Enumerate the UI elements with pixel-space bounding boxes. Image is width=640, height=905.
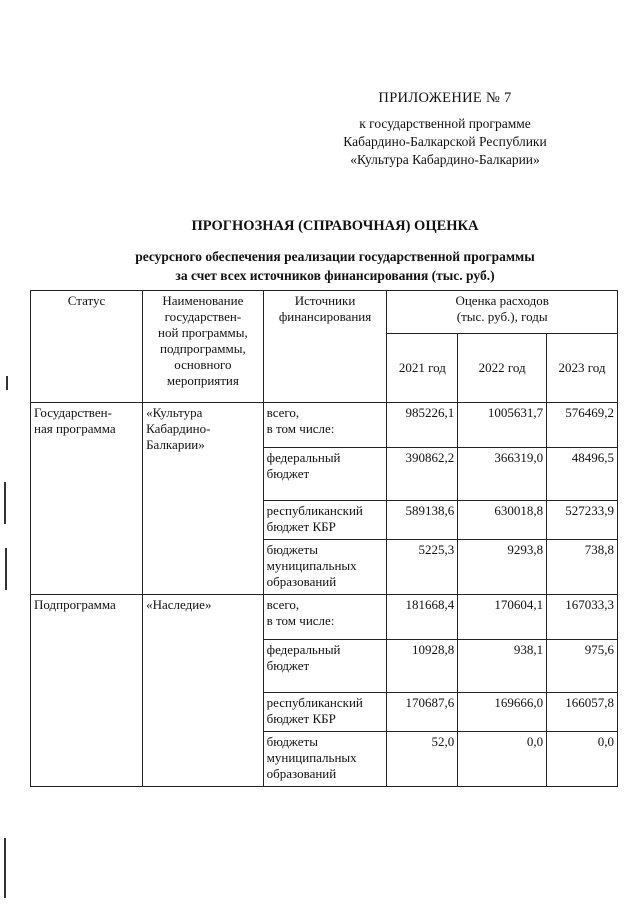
cell-amount: 10928,8 <box>387 640 458 693</box>
cell-amount: 975,6 <box>547 640 618 693</box>
cell-amount: 0,0 <box>547 732 618 787</box>
cell-funding-source: республиканский бюджет КБР <box>263 693 387 732</box>
cell-amount: 170604,1 <box>458 595 547 640</box>
document-subtitle-line: за счет всех источников финансирования (тыс. руб.) <box>175 268 495 283</box>
scan-mark-left-1 <box>6 376 8 390</box>
cell-funding-source: бюджеты муниципальных образований <box>263 732 387 787</box>
cell-amount: 938,1 <box>458 640 547 693</box>
cell-funding-source: всего, в том числе: <box>263 403 387 448</box>
resource-estimate-table <box>30 290 618 787</box>
header-name: Наименование государствен- ной программы, подпрограммы, основного мероприятия <box>143 291 264 403</box>
cell-program-name: «Культура Кабардино- Балкарии» <box>143 403 264 595</box>
appendix-line: «Культура Кабардино-Балкарии» <box>350 152 540 167</box>
cell-amount: 48496,5 <box>547 448 618 501</box>
header-year: 2023 год <box>547 334 618 403</box>
cell-amount: 5225,3 <box>387 540 458 595</box>
appendix-line: к государственной программе <box>359 116 531 131</box>
cell-funding-source: федеральный бюджет <box>263 448 387 501</box>
header-status: Статус <box>31 291 143 403</box>
appendix-title: ПРИЛОЖЕНИЕ № 7 <box>378 90 512 106</box>
cell-status: Подпрограмма <box>31 595 143 787</box>
appendix-block <box>300 90 590 169</box>
appendix-line: Кабардино-Балкарской Республики <box>343 134 547 149</box>
header-year: 2021 год <box>387 334 458 403</box>
cell-amount: 576469,2 <box>547 403 618 448</box>
cell-amount: 527233,9 <box>547 501 618 540</box>
table-row <box>31 595 618 640</box>
cell-funding-source: республиканский бюджет КБР <box>263 501 387 540</box>
cell-amount: 166057,8 <box>547 693 618 732</box>
cell-amount: 589138,6 <box>387 501 458 540</box>
cell-amount: 738,8 <box>547 540 618 595</box>
scan-mark-left-2 <box>4 482 6 524</box>
table-header-row <box>31 291 618 334</box>
header-source: Источники финансирования <box>263 291 387 403</box>
header-year: 2022 год <box>458 334 547 403</box>
cell-amount: 9293,8 <box>458 540 547 595</box>
header-estimate: Оценка расходов (тыс. руб.), годы <box>387 291 618 334</box>
cell-amount: 630018,8 <box>458 501 547 540</box>
cell-status: Государствен- ная программа <box>31 403 143 595</box>
cell-program-name: «Наследие» <box>143 595 264 787</box>
scan-mark-left-4 <box>4 838 6 898</box>
document-title: ПРОГНОЗНАЯ (СПРАВОЧНАЯ) ОЦЕНКА <box>191 218 479 234</box>
cell-amount: 170687,6 <box>387 693 458 732</box>
document-subtitle-line: ресурсного обеспечения реализации государственной программы <box>135 249 535 264</box>
cell-funding-source: федеральный бюджет <box>263 640 387 693</box>
document-title-block <box>40 218 630 285</box>
cell-amount: 366319,0 <box>458 448 547 501</box>
cell-funding-source: всего, в том числе: <box>263 595 387 640</box>
table-row <box>31 403 618 448</box>
cell-amount: 169666,0 <box>458 693 547 732</box>
cell-funding-source: бюджеты муниципальных образований <box>263 540 387 595</box>
cell-amount: 0,0 <box>458 732 547 787</box>
cell-amount: 1005631,7 <box>458 403 547 448</box>
cell-amount: 181668,4 <box>387 595 458 640</box>
cell-amount: 167033,3 <box>547 595 618 640</box>
cell-amount: 390862,2 <box>387 448 458 501</box>
cell-amount: 985226,1 <box>387 403 458 448</box>
cell-amount: 52,0 <box>387 732 458 787</box>
scan-mark-left-3 <box>5 548 7 590</box>
